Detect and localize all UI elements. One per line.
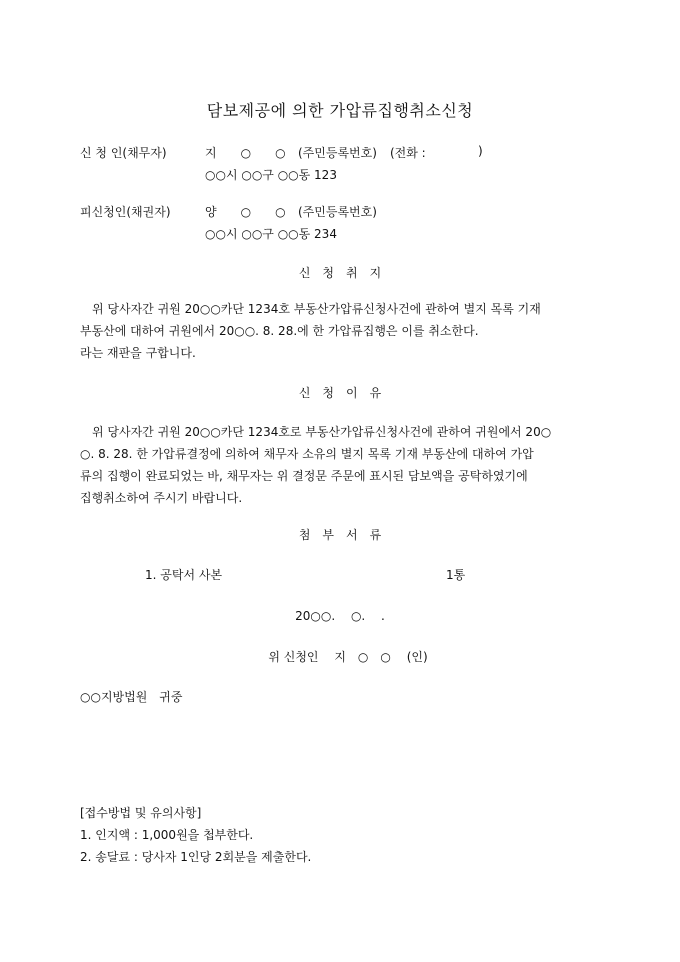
purpose-line: 부동산에 대하여 귀원에서 20○○. 8. 28.에 한 가압류집행은 이를 취소한다.: [80, 324, 479, 338]
attachment-count: 1통: [446, 568, 466, 582]
purpose-line: 라는 재판을 구합니다.: [80, 346, 196, 360]
respondent-name: 양 ○ ○: [205, 205, 286, 219]
note-item: 2. 송달료 : 당사자 1인당 2회분을 제출한다.: [80, 850, 312, 864]
purpose-body: [80, 298, 598, 364]
document-title: 담보제공에 의한 가압류집행취소신청: [206, 101, 474, 120]
respondent-id-note: (주민등록번호): [298, 205, 377, 219]
note-item: 1. 인지액 : 1,000원을 첩부한다.: [80, 828, 254, 842]
applicant-id-note: (주민등록번호): [298, 146, 377, 160]
applicant-label: 신 청 인(채무자): [80, 146, 167, 160]
applicant-phone-close: ): [478, 144, 483, 158]
respondent-address: ○○시 ○○구 ○○동 234: [205, 227, 337, 241]
applicant-signature: 위 신청인 지 ○ ○ (인): [268, 650, 428, 664]
court-addressee: ○○지방법원 귀중: [80, 690, 183, 704]
purpose-heading: 신 청 취 지: [298, 266, 382, 280]
filing-date: 20○○. ○. .: [295, 609, 385, 623]
purpose-line: 위 당사자간 귀원 20○○카단 1234호 부동산가압류신청사건에 관하여 별지 목록 기재: [92, 302, 541, 316]
reason-line: 위 당사자간 귀원 20○○카단 1234호로 부동산가압류신청사건에 관하여 귀원에서 20○: [92, 425, 552, 439]
reason-body: [80, 421, 598, 509]
reason-line: 집행취소하여 주시기 바랍니다.: [80, 491, 243, 505]
reason-line: ○. 8. 28. 한 가압류결정에 의하여 채무자 소유의 별지 목록 기재 부동산에 대하여 가압: [80, 447, 534, 461]
attachment-item: 1. 공탁서 사본: [145, 568, 223, 582]
reason-line: 류의 집행이 완료되었는 바, 채무자는 위 결정문 주문에 표시된 담보액을 공탁하였기에: [80, 469, 528, 483]
notes-heading: [접수방법 및 유의사항]: [80, 806, 202, 820]
applicant-address: ○○시 ○○구 ○○동 123: [205, 168, 337, 182]
reason-heading: 신 청 이 유: [298, 386, 382, 400]
attachments-heading: 첨 부 서 류: [298, 528, 382, 542]
applicant-name: 지 ○ ○: [205, 146, 286, 160]
applicant-phone-note: (전화 :: [390, 146, 426, 160]
respondent-label: 피신청인(채권자): [80, 205, 171, 219]
